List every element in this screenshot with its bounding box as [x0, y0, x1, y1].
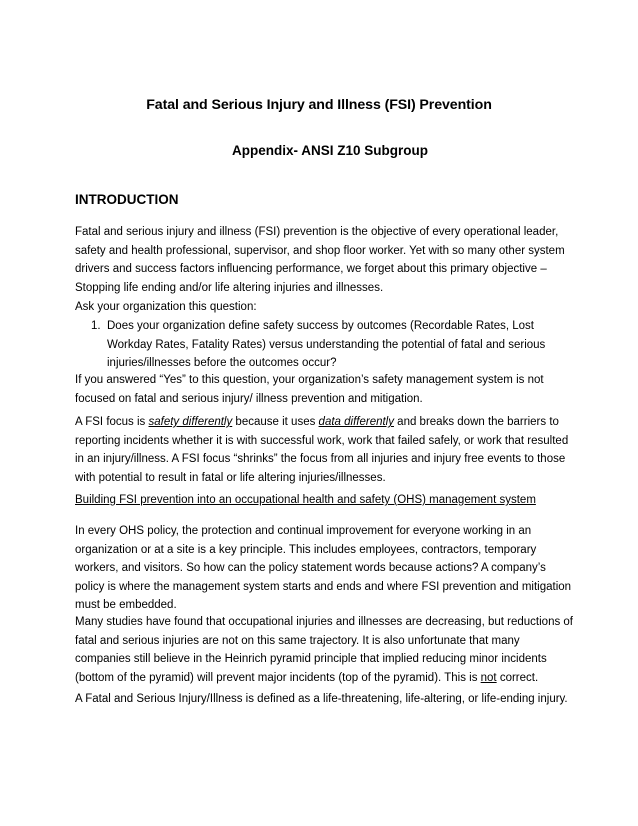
paragraph-answer: If you answered “Yes” to this question, your organization’s safety management system is not focused on fatal and serious injury/ illness prevention and mitigation.	[75, 374, 544, 405]
emphasis-data-differently: data differently	[318, 416, 394, 428]
paragraph-ask: Ask your organization this question:	[75, 301, 257, 313]
paragraph-ohs-policy: In every OHS policy, the protection and continual improvement for everyone working in an organization or at a site is a key principle. This includes employees, contractors, temporary workers, and visitors. So how can the policy statement words because actions? A company’s policy is where the management system starts and ends and where FSI prevention and mitigation must be embedded.	[75, 525, 572, 611]
emphasis-not: not	[480, 671, 497, 684]
list-number: 1.	[91, 320, 101, 332]
text-fragment: because it uses	[232, 416, 319, 428]
section-heading-introduction: INTRODUCTION	[75, 192, 179, 207]
paragraph-studies	[75, 613, 575, 687]
document-subtitle: Appendix- ANSI Z10 Subgroup	[231, 143, 428, 158]
text-fragment: correct.	[496, 671, 539, 684]
document-title: Fatal and Serious Injury and Illness (FSI) Prevention	[146, 97, 492, 113]
paragraph-fsi-focus	[75, 413, 575, 487]
text-fragment: and breaks down the barriers to reporting incidents whether it is with successful work, work that failed safely, or work that resulted in an injury/illness. A FSI focus “shrinks” the focus from all injuries and injury free events to those with potential to result in fatal or life altering injuries/illnesses.	[75, 416, 569, 484]
section-heading-building-fsi: Building FSI prevention into an occupational health and safety (OHS) management system	[75, 494, 536, 506]
text-fragment: Many studies have found that occupational injuries and illnesses are decreasing, but reductions of fatal and serious injuries are not on this same trajectory. It is also unfortunate that many companies still believe in the Heinrich pyramid principle that implied reducing minor incidents (bottom of the pyramid) will prevent major incidents (top of the pyramid). This is	[75, 616, 573, 684]
paragraph-intro: Fatal and serious injury and illness (FSI) prevention is the objective of every operational leader, safety and health professional, supervisor, and shop floor worker. Yet with so many other system drivers and success factors influencing performance, we forget about this primary objective – Stopping life ending and/or life altering injuries and illnesses.	[75, 226, 565, 294]
text-fragment: A FSI focus is	[75, 416, 149, 428]
list-item-text: Does your organization define safety success by outcomes (Recordable Rates, Lost Workday Rates, Fatality Rates) versus understanding the potential of fatal and serious injuries/illnesses before the outcomes occur?	[107, 320, 546, 369]
numbered-list-item	[91, 317, 571, 373]
paragraph-definition: A Fatal and Serious Injury/Illness is defined as a life-threatening, life-altering, or life-ending injury.	[75, 693, 568, 705]
emphasis-safety-differently: safety differently	[148, 416, 233, 428]
